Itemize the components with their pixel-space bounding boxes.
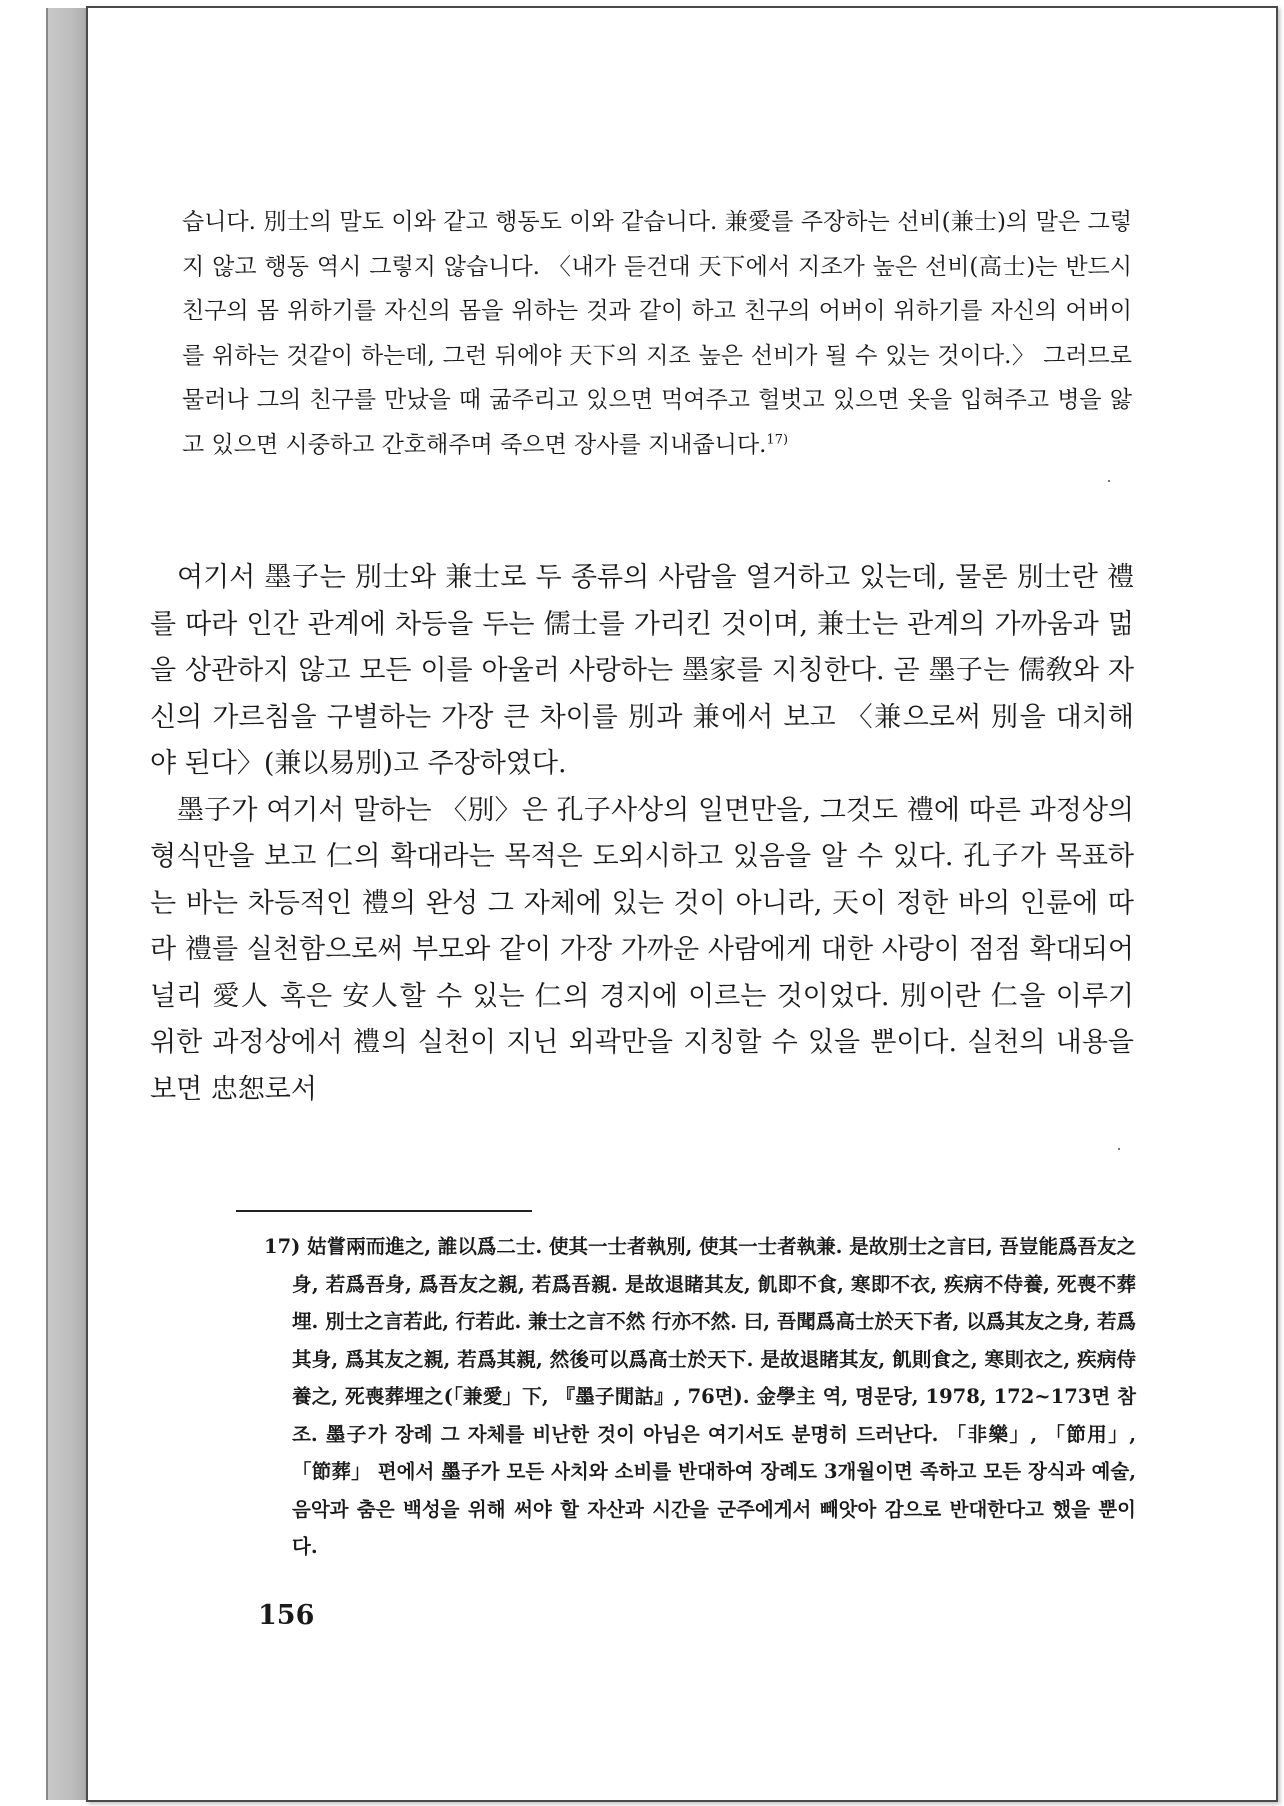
footnote-reference: 17) — [766, 431, 789, 447]
quote-text: 습니다. 別士의 말도 이와 같고 행동도 이와 같습니다. 兼愛를 주장하는 선비(兼士)의 말은 그렇지 않고 행동 역시 그렇지 않습니다. 〈내가 듣건대 天下에서 지조가 높은 선비(高士)는 반드시 친구의 몸 위하기를 자신의 몸을 위하는 것과 같이 하고 친구의 어버이 위하기를 자신의 어버이를 위하는 것같이 하는데, 그런 뒤에야 天下의 지조 높은 선비가 될 수 있는 것이다.〉 그러므로 물러나 그의 친구를 만났을 때 굶주리고 있으면 먹여주고 헐벗고 있으면 옷을 입혀주고 병을 앓고 있으면 시중하고 간호해주며 죽으면 장사를 지내줍니다. — [182, 209, 1132, 458]
scan-speck — [1118, 1148, 1120, 1150]
main-body-text — [150, 555, 1134, 1113]
quoted-passage — [182, 200, 1132, 467]
page-number: 156 — [258, 1600, 315, 1631]
scan-speck — [1108, 480, 1110, 482]
quote-paragraph — [182, 200, 1132, 467]
book-spine-edge — [46, 8, 90, 1800]
footnote-divider — [236, 1210, 532, 1212]
body-paragraph: 墨子가 여기서 말하는 〈別〉은 孔子사상의 일면만을, 그것도 禮에 따른 과정상의 형식만을 보고 仁의 확대라는 목적은 도외시하고 있음을 알 수 있다. 孔子가 목표하는 바는 차등적인 禮의 완성 그 자체에 있는 것이 아니라, 天이 정한 바의 인륜에 따라 禮를 실천함으로써 부모와 같이 가장 가까운 사람에게 대한 사랑이 점점 확대되어 널리 愛人 혹은 安人할 수 있는 仁의 경지에 이르는 것이었다. 別이란 仁을 이루기 위한 과정상에서 禮의 실천이 지닌 외곽만을 지칭할 수 있을 뿐이다. 실천의 내용을 보면 忠恕로서 — [150, 794, 1134, 1105]
footnote-section — [264, 1228, 1136, 1566]
footnote-17: 17) 姑嘗兩而進之, 誰以爲二士. 使其一士者執別, 使其一士者執兼. 是故別士之言曰, 吾豈能爲吾友之身, 若爲吾身, 爲吾友之親, 若爲吾親. 是故退睹其友, 飢即不食, 寒即不衣, 疾病不侍養, 死喪不葬埋. 別士之言若此, 行若此. 兼士之言不然 行亦不然. 曰, 吾聞爲高士於天下者, 以爲其友之身, 若爲其身, 爲其友之親, 若爲其親, 然後可以爲高士於天下. 是故退睹其友, 飢則食之, 寒則衣之, 疾病侍養之, 死喪葬埋之(「兼愛」下, 『墨子閒詁』, 76면). 金學主 역, 명문당, 1978, 172~173면 참조. 墨子가 장례 그 자체를 비난한 것이 아님은 여기서도 분명히 드러난다. 「非樂」, 「節用」, 「節葬」 편에서 墨子가 모든 사치와 소비를 반대하여 장례도 3개월이면 족하고 모든 장식과 예술, 음악과 춤은 백성을 위해 써야 할 자산과 시간을 군주에게서 빼앗아 감으로 반대한다고 했을 뿐이다. — [264, 1235, 1136, 1558]
body-paragraph: 여기서 墨子는 別士와 兼士로 두 종류의 사람을 열거하고 있는데, 물론 別士란 禮를 따라 인간 관계에 차등을 두는 儒士를 가리킨 것이며, 兼士는 관계의 가까움과 멂을 상관하지 않고 모든 이를 아울러 사랑하는 墨家를 지칭한다. 곧 墨子는 儒敎와 자신의 가르침을 구별하는 가장 큰 차이를 別과 兼에서 보고 〈兼으로써 別을 대치해야 된다〉(兼以易別)고 주장하였다. — [150, 562, 1134, 779]
